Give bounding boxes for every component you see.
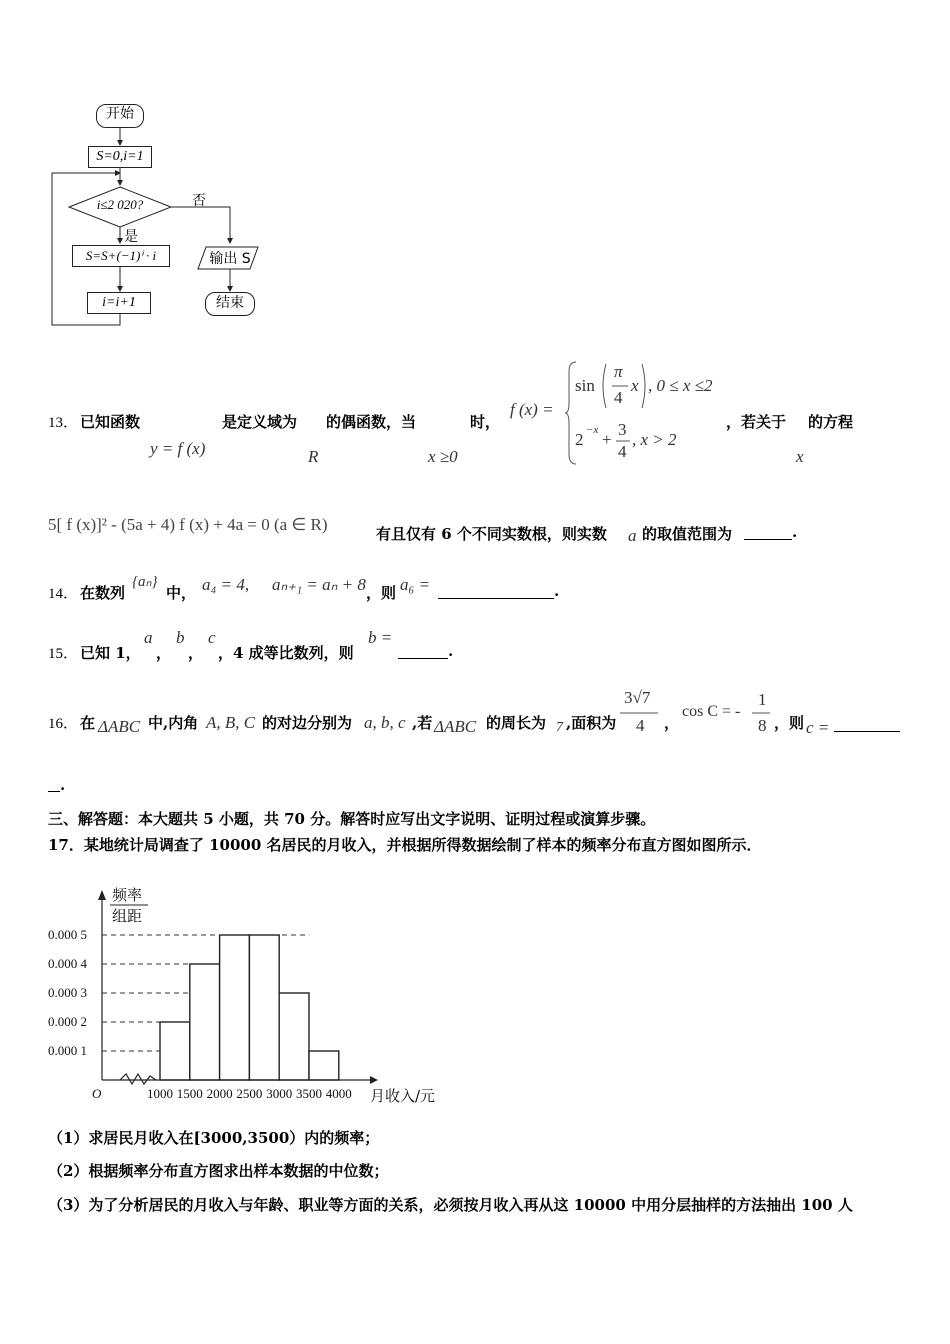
q13-answer-blank[interactable] <box>744 538 792 540</box>
bar-2500-3000 <box>249 935 279 1080</box>
origin-label: O <box>92 1086 102 1101</box>
q13-text-8: 的取值范围为 <box>642 525 733 543</box>
q15-math-b-eq: b = <box>368 628 393 647</box>
q13-equation: 5[ f (x)]² - (5a + 4) f (x) + 4a = 0 (a ∈ R) <box>48 515 328 534</box>
q13-text-6: 的方程 <box>808 413 854 431</box>
q14-math-recurrence: aₙ₊₁ = aₙ + 8 <box>272 575 366 594</box>
q14-text-1: 在数列 <box>80 584 126 602</box>
bar-1500-2000 <box>190 964 220 1080</box>
q16-end: . <box>60 776 66 794</box>
axis-break-zigzag <box>120 1074 156 1084</box>
histogram-chart <box>40 880 470 1110</box>
q16-text-3: 的对边分别为 <box>262 714 353 732</box>
q15-number: 15． <box>48 646 79 662</box>
x-tick-label: 1000 <box>147 1086 173 1101</box>
q16-math-triangle-2: ΔABC <box>434 717 477 736</box>
q17-sub-3: （3）为了分析居民的月收入与年龄、职业等方面的关系，必须按月收入再从这 10000 中用分层抽样的方法抽出 100 人 <box>48 1196 853 1214</box>
q13-piece2-domain: , x > 2 <box>632 430 677 449</box>
bar-1000-1500 <box>160 1022 190 1080</box>
q13-math-x-ge-0: x ≥0 <box>428 447 458 466</box>
x-axis-arrow <box>370 1076 378 1084</box>
x-tick-label: 3500 <box>296 1086 322 1101</box>
q13-piece1-paren <box>600 362 648 410</box>
q16-cos-fracbar <box>752 712 772 714</box>
q14-answer-blank[interactable] <box>438 597 554 599</box>
q13-text-7: 有且仅有 6 个不同实数根，则实数 <box>376 525 607 543</box>
q13-text-5: ，若关于 <box>726 413 787 431</box>
q13-fx: f (x) = <box>510 400 554 419</box>
q13-number: 13． <box>48 415 79 431</box>
q16-answer-blank-1[interactable] <box>834 730 900 732</box>
q16-cos: cos C = - <box>682 703 741 720</box>
q15-answer-blank[interactable] <box>398 657 448 659</box>
q15-math-a: a <box>144 628 153 647</box>
y-tick-label: 0.000 2 <box>48 1014 87 1029</box>
flowchart-no: 否 <box>192 193 206 209</box>
q13-piece1-sin: sin <box>575 376 595 395</box>
q14-end: . <box>554 582 560 600</box>
flowchart-update-s: S=S+(−1)ⁱ · i <box>72 245 170 267</box>
q15-comma-1: ， <box>156 644 172 662</box>
y-label-bottom: 组距 <box>112 907 143 925</box>
y-tick-label: 0.000 1 <box>48 1043 87 1058</box>
q16-text-6: ,面积为 <box>566 714 617 732</box>
x-axis-label: 月收入/元 <box>370 1087 436 1105</box>
q13-piece2-3: 3 <box>618 420 627 439</box>
q13-piece2-plus: + <box>602 430 612 449</box>
section-3-heading: 三、解答题：本大题共 5 小题，共 70 分。解答时应写出文字说明、证明过程或演算步骤。 <box>48 810 656 828</box>
x-tick-label: 1500 <box>176 1086 203 1101</box>
flowchart-condition: i≤2 020? <box>96 197 144 212</box>
q13-piece2-4: 4 <box>618 442 627 461</box>
q16-number: 16． <box>48 716 79 732</box>
q16-area-numerator: 3√7 <box>624 688 651 707</box>
q16-text-8: ，则 <box>774 714 805 732</box>
q15-end: . <box>448 642 454 660</box>
y-tick-label: 0.000 3 <box>48 985 87 1000</box>
q15-comma-2: ， <box>188 644 204 662</box>
q16-cos-denominator: 8 <box>758 716 767 735</box>
q16-text-7: ， <box>664 714 680 732</box>
question-17-text: 17．某地统计局调查了 10000 名居民的月收入，并根据所得数据绘制了样本的频率分布直方图如图所示． <box>48 836 762 854</box>
q13-text-1: 已知函数 <box>80 413 141 431</box>
q13-piece1-domain: , 0 ≤ x ≤2 <box>648 376 713 395</box>
q16-area-fracbar <box>620 712 660 714</box>
q13-piece1-pi: π <box>614 362 623 381</box>
x-tick-label: 2500 <box>236 1086 263 1101</box>
q16-math-sides: a, b, c <box>364 713 406 732</box>
q13-text-3: 的偶函数，当 <box>326 413 417 431</box>
q16-text-4: ,若 <box>412 714 433 732</box>
q17-sub-1: （1）求居民月收入在[3000,3500）内的频率； <box>48 1129 380 1147</box>
q16-text-2: 中,内角 <box>148 714 199 732</box>
q16-math-perimeter: 7 <box>556 720 563 735</box>
x-tick-label: 4000 <box>325 1086 352 1101</box>
q13-piece2-2: 2 <box>575 430 584 449</box>
bar-2000-2500 <box>220 935 250 1080</box>
q14-text-2: 中， <box>166 584 197 602</box>
flowchart-output: 输出 S <box>209 251 251 267</box>
q15-math-b: b <box>176 628 185 647</box>
flowchart-init: S=0,i=1 <box>88 146 152 168</box>
q13-math-R: R <box>308 447 319 466</box>
q16-math-triangle-1: ΔABC <box>98 717 141 736</box>
q14-math-a6: a₆ = <box>400 575 431 594</box>
y-tick-label: 0.000 5 <box>48 927 87 942</box>
q13-text-2: 是定义域为 <box>222 413 298 431</box>
x-tick-label: 3000 <box>266 1086 293 1101</box>
q17-sub-2: （2）根据频率分布直方图求出样本数据的中位数； <box>48 1162 389 1180</box>
q16-text-5: 的周长为 <box>486 714 547 732</box>
q13-text-4: 时， <box>470 413 501 431</box>
q16-text-1: 在 <box>80 714 96 732</box>
q16-math-angles: A, B, C <box>206 713 256 732</box>
q13-piece1-4: 4 <box>614 388 623 407</box>
q14-math-a4: a₄ = 4, <box>202 575 250 594</box>
q13-math-yfx: y = f (x) <box>150 439 206 458</box>
q15-text-2: ，4 成等比数列，则 <box>218 644 354 662</box>
y-axis-arrow <box>98 890 106 900</box>
q16-answer-blank-2[interactable] <box>48 790 60 792</box>
q14-text-3: ，则 <box>366 584 397 602</box>
q16-area-denominator: 4 <box>636 716 645 735</box>
q13-piece1-x: x <box>631 376 639 395</box>
y-tick-label: 0.000 4 <box>48 956 87 971</box>
flowchart-end: 结束 <box>205 292 255 316</box>
flowchart-yes: 是 <box>124 229 138 245</box>
q16-cos-numerator: 1 <box>758 690 767 709</box>
bar-3000-3500 <box>279 993 309 1080</box>
bar-3500-4000 <box>309 1051 339 1080</box>
q13-math-a: a <box>628 526 637 545</box>
q13-math-x: x <box>796 447 804 466</box>
q15-text-1: 已知 1， <box>80 644 141 662</box>
x-tick-label: 2000 <box>206 1086 233 1101</box>
y-label-top: 频率 <box>112 886 143 904</box>
q13-end: . <box>792 523 798 541</box>
q16-math-c-eq: c = <box>806 718 830 737</box>
q14-math-seq: {aₙ} <box>132 574 158 590</box>
q13-piece2-exp: −x <box>586 424 599 436</box>
q15-math-c: c <box>208 628 216 647</box>
q14-number: 14． <box>48 586 79 602</box>
flowchart-update-i: i=i+1 <box>87 292 151 314</box>
flowchart-start: 开始 <box>96 104 144 128</box>
